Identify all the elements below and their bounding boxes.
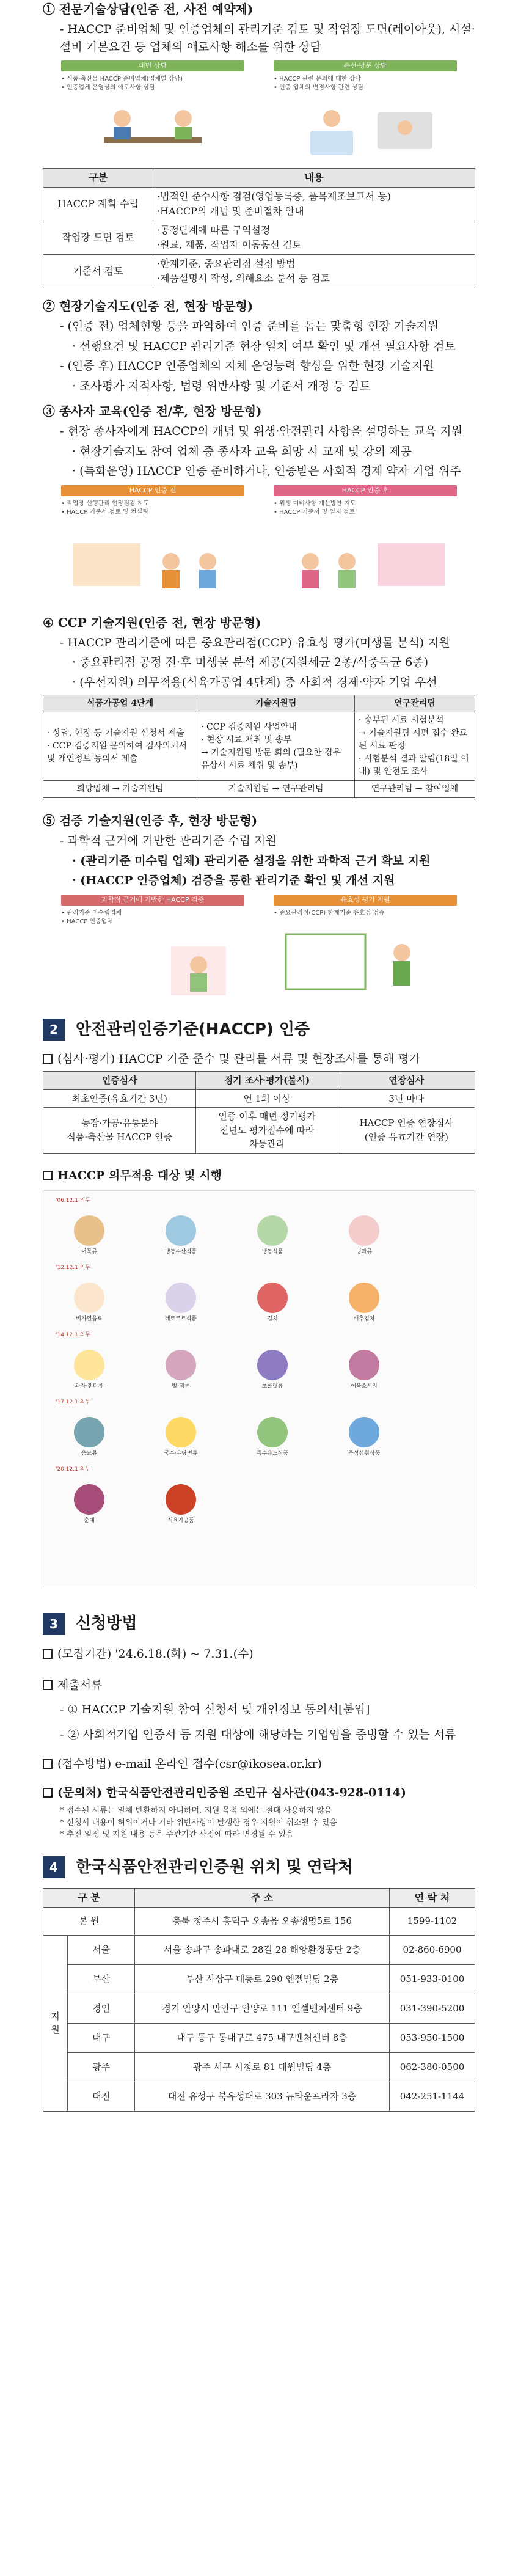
s4-p1: - HACCP 관리기준에 따른 중요관리점(CCP) 유효성 평가(미생물 분석) 지원 xyxy=(60,635,450,649)
sec3-docs-title: 제출서류 xyxy=(57,1678,103,1692)
sec3-number: 3 xyxy=(43,1613,65,1635)
branch-name: 서울 xyxy=(68,1935,135,1964)
branch-name: 부산 xyxy=(68,1964,135,1994)
s5-illus-right-b1: • 중요관리점(CCP) 한계기준 유효성 검증 xyxy=(274,909,385,917)
table-row xyxy=(43,712,475,781)
s3-illus-left-b2: • HACCP 기준서 검토 및 컨설팅 xyxy=(61,508,148,516)
branch-tel: 053-950-1500 xyxy=(390,2023,475,2052)
s3-heading: ③ 종사자 교육(인증 전/후, 현장 방문형) xyxy=(43,404,262,419)
education-before-illustration-icon xyxy=(61,537,244,604)
s5-illus-right xyxy=(274,895,457,1001)
table-row xyxy=(43,2052,475,2082)
s4-heading: ④ CCP 기술지원(인증 전, 현장 방문형) xyxy=(43,615,261,630)
s3-illustration xyxy=(43,485,475,607)
haccp-mandatory-foods-figure xyxy=(43,1190,475,1587)
phase-tag: '14.12.1 의무 xyxy=(56,1332,91,1338)
phase-tag: '20.12.1 의무 xyxy=(56,1466,91,1473)
food-item xyxy=(343,1215,385,1257)
sec2-number: 2 xyxy=(43,1019,65,1041)
food-icon xyxy=(74,1350,104,1380)
s1-illus-left-b1: • 식품·축산물 HACCP 준비업체(업체별 상담) xyxy=(61,76,183,82)
s5-illus-left-banner: 과학적 근거에 기반한 HACCP 검증 xyxy=(61,895,244,906)
sec2-th-0: 인증심사 xyxy=(43,1072,196,1090)
consultation-illustration-icon xyxy=(61,100,244,161)
square-bullet-icon xyxy=(43,1171,53,1180)
table-row xyxy=(43,781,475,798)
food-icon xyxy=(349,1350,379,1380)
s3-p1a: · 현장기술지도 참여 업체 중 종사자 교육 희망 시 교재 및 강의 제공 xyxy=(72,444,412,458)
sec2-cell: 최초인증(유효기간 3년) xyxy=(43,1089,196,1108)
s5 xyxy=(43,811,475,1004)
sec2-th-1: 정기 조사·평가(불시) xyxy=(196,1072,338,1090)
phase-tag: '06.12.1 의무 xyxy=(56,1198,91,1204)
sec2-cell: 인증 이후 매년 정기평가 전년도 평가점수에 따라 차등관리 xyxy=(196,1108,338,1154)
s3-illus-right-b1: • 위생 미비사항 개선방안 지도 xyxy=(274,500,356,507)
food-item xyxy=(68,1215,111,1257)
food-label: 냉동식품 xyxy=(261,1249,283,1255)
s1-illus-left-b2: • 인증업체 운영상의 애로사항 상담 xyxy=(61,84,155,91)
s1-cell: HACCP 계획 수립 xyxy=(43,188,153,221)
phone-consult-illustration-icon xyxy=(274,100,457,161)
sec2-cell: 농장·가공·유통분야 식품·축산물 HACCP 인증 xyxy=(43,1108,196,1154)
food-item xyxy=(343,1283,385,1324)
hq-tel: 1599-1102 xyxy=(390,1907,475,1935)
sec2-th-2: 연장심사 xyxy=(338,1072,475,1090)
food-icon xyxy=(74,1215,104,1246)
food-item xyxy=(68,1484,111,1526)
sec4-th-0: 구 분 xyxy=(43,1888,135,1907)
sec2-mandatory xyxy=(43,1167,475,1185)
s4-th-0: 식품가공업 4단계 xyxy=(43,695,197,712)
s4-cell: · CCP 검증지원 사업안내 · 현장 시료 채취 및 송부 → 기술지원팀 방문 회의 (필요한 경우 유상서 시료 채취 및 송부) xyxy=(197,712,355,781)
s5-heading: ⑤ 검증 기술지원(인증 후, 현장 방문형) xyxy=(43,813,258,828)
food-label: 어육소시지 xyxy=(351,1383,378,1389)
food-item xyxy=(251,1350,294,1391)
s2-heading: ② 현장기술지도(인증 전, 현장 방문형) xyxy=(43,299,254,313)
food-icon xyxy=(74,1283,104,1313)
branch-address: 부산 사상구 대동로 290 엔젤빌딩 2층 xyxy=(135,1964,390,1994)
branch-group-label: 지원 xyxy=(43,1935,68,2111)
s1-cell: ·법적인 준수사항 점검(영업등록증, 품목제조보고서 등) ·HACCP의 개념 및 준비절차 안내 xyxy=(153,188,475,221)
s4-p1b: · (우선지원) 의무적용(식육가공업 4단계) 중 사회적 경제·약자 기업 우선 xyxy=(72,675,437,689)
sec3-note3: * 추진 일정 및 지원 내용 등은 주관기관 사정에 따라 변경될 수 있음 xyxy=(60,1830,294,1839)
sec2-cell: HACCP 인증 연장심사 (인증 유효기간 연장) xyxy=(338,1108,475,1154)
food-item xyxy=(68,1283,111,1324)
sec3-period xyxy=(43,1645,475,1663)
food-label: 식육가공품 xyxy=(167,1518,194,1524)
s1-table xyxy=(43,168,475,288)
sec2-intro xyxy=(43,1050,475,1068)
food-icon xyxy=(257,1417,288,1447)
table-row xyxy=(43,1108,475,1154)
s5-p1a: · (관리기준 미수립 업체) 관리기준 설정을 위한 과학적 근거 확보 지원 xyxy=(72,854,431,868)
branch-tel: 02-860-6900 xyxy=(390,1935,475,1964)
s1-cell: 작업장 도면 검토 xyxy=(43,221,153,255)
presentation-illustration-icon xyxy=(274,928,457,1001)
s3-illus-left-banner: HACCP 인증 전 xyxy=(61,485,244,496)
sec3-doc2: - ② 사회적기업 인증서 등 지원 대상에 해당하는 기업임을 증빙할 수 있는 서류 xyxy=(60,1727,456,1741)
s5-p1b: · (HACCP 인증업체) 검증을 통한 관리기준 확인 및 개선 지원 xyxy=(72,874,395,887)
sec3-period-text: (모집기간) '24.6.18.(화) ~ 7.31.(수) xyxy=(57,1647,254,1661)
s4-cell: 기술지원팀 → 연구관리팀 xyxy=(197,781,355,798)
branch-tel: 031-390-5200 xyxy=(390,1994,475,2023)
sec2-header xyxy=(43,1018,475,1042)
s1-illus-right-banner: 유선·방문 상담 xyxy=(274,60,457,71)
table-row xyxy=(43,1935,475,1964)
branch-name: 경인 xyxy=(68,1994,135,2023)
s5-p1: - 과학적 근거에 기반한 관리기준 수립 지원 xyxy=(60,834,277,847)
s2-p2: - (인증 후) HACCP 인증업체의 자체 운영능력 향상을 위한 현장 기술지원 xyxy=(60,359,434,373)
food-icon xyxy=(166,1283,196,1313)
food-label: 김치 xyxy=(267,1316,278,1322)
s2 xyxy=(43,297,475,395)
s3-illus-right xyxy=(274,485,457,604)
branch-address: 서울 송파구 송파대로 28길 28 해양환경공단 2층 xyxy=(135,1935,390,1964)
s1-illus-right-b1: • HACCP 관련 문의에 대한 상담 xyxy=(274,76,361,82)
s3-p1: - 현장 종사자에게 HACCP의 개념 및 위생·안전관리 사항을 설명하는 교육 지원 xyxy=(60,425,462,438)
food-label: 냉동수산식품 xyxy=(164,1249,197,1255)
table-row xyxy=(43,188,475,221)
food-label: 순대 xyxy=(84,1518,95,1524)
food-label: 레토르트식품 xyxy=(164,1316,197,1322)
s2-p2a: · 조사평가 지적사항, 법령 위반사항 및 기준서 개정 등 검토 xyxy=(72,379,371,393)
sec3-apply-text: (접수방법) e-mail 온라인 접수(csr@ikosea.or.kr) xyxy=(57,1757,323,1771)
s3 xyxy=(43,402,475,607)
sec2-cell: 3년 마다 xyxy=(338,1089,475,1108)
s4-cell: 연구관리팀 → 참여업체 xyxy=(354,781,475,798)
s5-illus-right-banner: 유효성 평가 지원 xyxy=(274,895,457,906)
s1-illus-left xyxy=(61,60,244,161)
square-bullet-icon xyxy=(43,1788,53,1798)
table-row xyxy=(43,1089,475,1108)
s1 xyxy=(43,0,475,288)
table-row xyxy=(43,255,475,288)
branch-address: 경기 안양시 만안구 안양로 111 엔셀벤처센터 9층 xyxy=(135,1994,390,2023)
s1-cell: ·한계기준, 중요관리점 설정 방법 ·제품설명서 작성, 위해요소 분석 등 검토 xyxy=(153,255,475,288)
s4-cell: · 송부된 시료 시험분석 → 기술지원팀 시편 접수 완료된 시료 판정 · 시험분석 결과 알림(18일 이내) 및 안전도 조사 xyxy=(354,712,475,781)
s1-illus-right-b2: • 인증 업체의 변경사항 관련 상담 xyxy=(274,84,364,91)
sec4-th-2: 연 락 처 xyxy=(390,1888,475,1907)
food-label: 국수·유탕면류 xyxy=(164,1451,198,1457)
sec2-mandatory-title: HACCP 의무적용 대상 및 시행 xyxy=(57,1168,222,1182)
sec3-title: 신청방법 xyxy=(76,1614,137,1633)
branch-address: 대전 유성구 북유성대로 303 뉴타운프라자 3층 xyxy=(135,2082,390,2111)
s3-p1b: · (특화운영) HACCP 인증 준비하거나, 인증받은 사회적 경제 약자 기업 위주 xyxy=(72,464,461,478)
s4-cell: · 상담, 현장 등 기술지원 신청서 제출 · CCP 검증지원 문의하여 검사의뢰서 및 개인정보 동의서 제출 xyxy=(43,712,197,781)
sec4-header xyxy=(43,1856,475,1879)
s1-illus-right xyxy=(274,60,457,161)
food-label: 빙과류 xyxy=(356,1249,373,1255)
food-item xyxy=(159,1283,202,1324)
hq-address: 충북 청주시 흥덕구 오송읍 오송생명5로 156 xyxy=(135,1907,390,1935)
s2-p1a: · 선행요건 및 HACCP 관리기준 현장 일치 여부 확인 및 개선 필요사항 검토 xyxy=(72,339,456,353)
s3-illus-right-banner: HACCP 인증 후 xyxy=(274,485,457,496)
food-item xyxy=(68,1417,111,1458)
s4-p1a: · 중요관리점 공정 전·후 미생물 분석 제공(지원세균 2종/식중독균 6종) xyxy=(72,656,429,669)
sec3-note2: * 신청서 내용이 허위이거나 기타 위반사항이 발생한 경우 지원이 취소될 수 있음 xyxy=(60,1818,337,1828)
food-label: 과자·캔디류 xyxy=(75,1383,104,1389)
branch-name: 대구 xyxy=(68,2023,135,2052)
square-bullet-icon xyxy=(43,1759,53,1769)
food-icon xyxy=(166,1484,196,1515)
branch-tel: 062-380-0500 xyxy=(390,2052,475,2082)
food-label: 초콜릿류 xyxy=(261,1383,283,1389)
food-icon xyxy=(257,1283,288,1313)
branch-address: 광주 서구 시청로 81 대원빌딩 4층 xyxy=(135,2052,390,2082)
s4-cell: 희망업체 → 기술지원팀 xyxy=(43,781,197,798)
table-row xyxy=(43,2082,475,2111)
s5-illus-left-b1: • 관리기준 미수립업체 xyxy=(61,909,122,917)
food-item xyxy=(251,1283,294,1324)
food-label: 어묵류 xyxy=(81,1249,98,1255)
food-icon xyxy=(257,1215,288,1246)
s3-illus-left xyxy=(61,485,244,604)
s2-p1: - (인증 전) 업체현황 등을 파악하여 인증 준비를 돕는 맞춤형 현장 기술지원 xyxy=(60,320,439,333)
sec3-doc1: - ① HACCP 기술지원 참여 신청서 및 개인정보 동의서[붙임] xyxy=(60,1703,370,1716)
food-icon xyxy=(74,1484,104,1515)
s3-illus-right-b2: • HACCP 기준서 및 일지 검토 xyxy=(274,508,356,516)
education-after-illustration-icon xyxy=(274,537,457,604)
sec3-inquiry xyxy=(43,1784,475,1802)
branch-address: 대구 동구 동대구로 475 대구벤처센터 8층 xyxy=(135,2023,390,2052)
s3-illus-left-b1: • 작업장 선행관리 현장점검 지도 xyxy=(61,500,150,507)
food-item xyxy=(159,1215,202,1257)
s1-th-0: 구분 xyxy=(43,169,153,188)
food-item xyxy=(251,1417,294,1458)
table-row xyxy=(43,1994,475,2023)
table-row xyxy=(43,2023,475,2052)
sec2-table xyxy=(43,1071,475,1154)
food-label: 즉석섭취식품 xyxy=(348,1451,381,1457)
table-row xyxy=(43,1907,475,1935)
s1-th-1: 내용 xyxy=(153,169,475,188)
food-item xyxy=(251,1215,294,1257)
table-row xyxy=(43,221,475,255)
s1-bullet: - HACCP 준비업체 및 인증업체의 관리기준 검토 및 작업장 도면(레이아웃), 시설·설비 기본요건 등 업체의 애로사항 해소를 위한 상담 xyxy=(60,23,475,54)
s5-illus-left xyxy=(61,895,244,1001)
food-icon xyxy=(166,1215,196,1246)
hq-label: 본 원 xyxy=(43,1907,135,1935)
food-label: 배추김치 xyxy=(353,1316,375,1322)
branch-name: 광주 xyxy=(68,2052,135,2082)
food-label: 빵·떡류 xyxy=(172,1383,190,1389)
food-icon xyxy=(257,1350,288,1380)
square-bullet-icon xyxy=(43,1054,53,1064)
s5-illustration xyxy=(43,895,475,1004)
s4-th-1: 기술지원팀 xyxy=(197,695,355,712)
sec3-header xyxy=(43,1612,475,1636)
s1-heading: ① 전문기술상담(인증 전, 사전 예약제) xyxy=(43,2,254,16)
square-bullet-icon xyxy=(43,1649,53,1659)
sec3-note1: * 접수된 서류는 일체 반환하지 아니하며, 지원 목적 외에는 절대 사용하지 않음 xyxy=(60,1806,332,1815)
s4 xyxy=(43,613,475,799)
food-icon xyxy=(349,1283,379,1313)
sec2-title: 안전관리인증기준(HACCP) 인증 xyxy=(76,1020,310,1039)
food-icon xyxy=(166,1417,196,1447)
s1-illustration xyxy=(43,60,475,164)
food-item xyxy=(343,1417,385,1458)
food-label: 음료류 xyxy=(81,1451,98,1457)
branch-tel: 042-251-1144 xyxy=(390,2082,475,2111)
table-row xyxy=(43,1964,475,1994)
s1-illus-left-banner: 대면 상담 xyxy=(61,60,244,71)
food-item xyxy=(68,1350,111,1391)
sec4-th-1: 주 소 xyxy=(135,1888,390,1907)
s1-cell: 기준서 검토 xyxy=(43,255,153,288)
s4-th-2: 연구관리팀 xyxy=(354,695,475,712)
branch-name: 대전 xyxy=(68,2082,135,2111)
sec4-title: 한국식품안전관리인증원 위치 및 연락처 xyxy=(76,1857,354,1876)
sec4-number: 4 xyxy=(43,1856,65,1878)
food-item xyxy=(343,1350,385,1391)
phase-tag: '17.12.1 의무 xyxy=(56,1399,91,1405)
food-icon xyxy=(349,1215,379,1246)
sec3-docs xyxy=(43,1677,475,1694)
food-icon xyxy=(74,1417,104,1447)
sec2-cell: 연 1회 이상 xyxy=(196,1089,338,1108)
food-icon xyxy=(166,1350,196,1380)
food-label: 특수용도식품 xyxy=(256,1451,289,1457)
branch-tel: 051-933-0100 xyxy=(390,1964,475,1994)
food-item xyxy=(159,1417,202,1458)
s5-illus-left-b2: • HACCP 인증업체 xyxy=(61,918,114,925)
s4-table xyxy=(43,695,475,798)
sec3-apply xyxy=(43,1755,475,1773)
food-label: 비가열음료 xyxy=(76,1316,103,1322)
square-bullet-icon xyxy=(43,1680,53,1690)
food-icon xyxy=(349,1417,379,1447)
sec4-table xyxy=(43,1888,475,2112)
sec3-inquiry-text: (문의처) 한국식품안전관리인증원 조민규 심사관(043-928-0114) xyxy=(57,1785,406,1799)
sec2-intro-text: (심사·평가) HACCP 기준 준수 및 관리를 서류 및 현장조사를 통해 평가 xyxy=(57,1052,420,1066)
phase-tag: '12.12.1 의무 xyxy=(56,1265,91,1271)
verification-illustration-icon xyxy=(61,940,244,1001)
s1-cell: ·공정단계에 따른 구역설정 ·원료, 제품, 작업자 이동동선 검토 xyxy=(153,221,475,255)
food-item xyxy=(159,1350,202,1391)
food-item xyxy=(159,1484,202,1526)
